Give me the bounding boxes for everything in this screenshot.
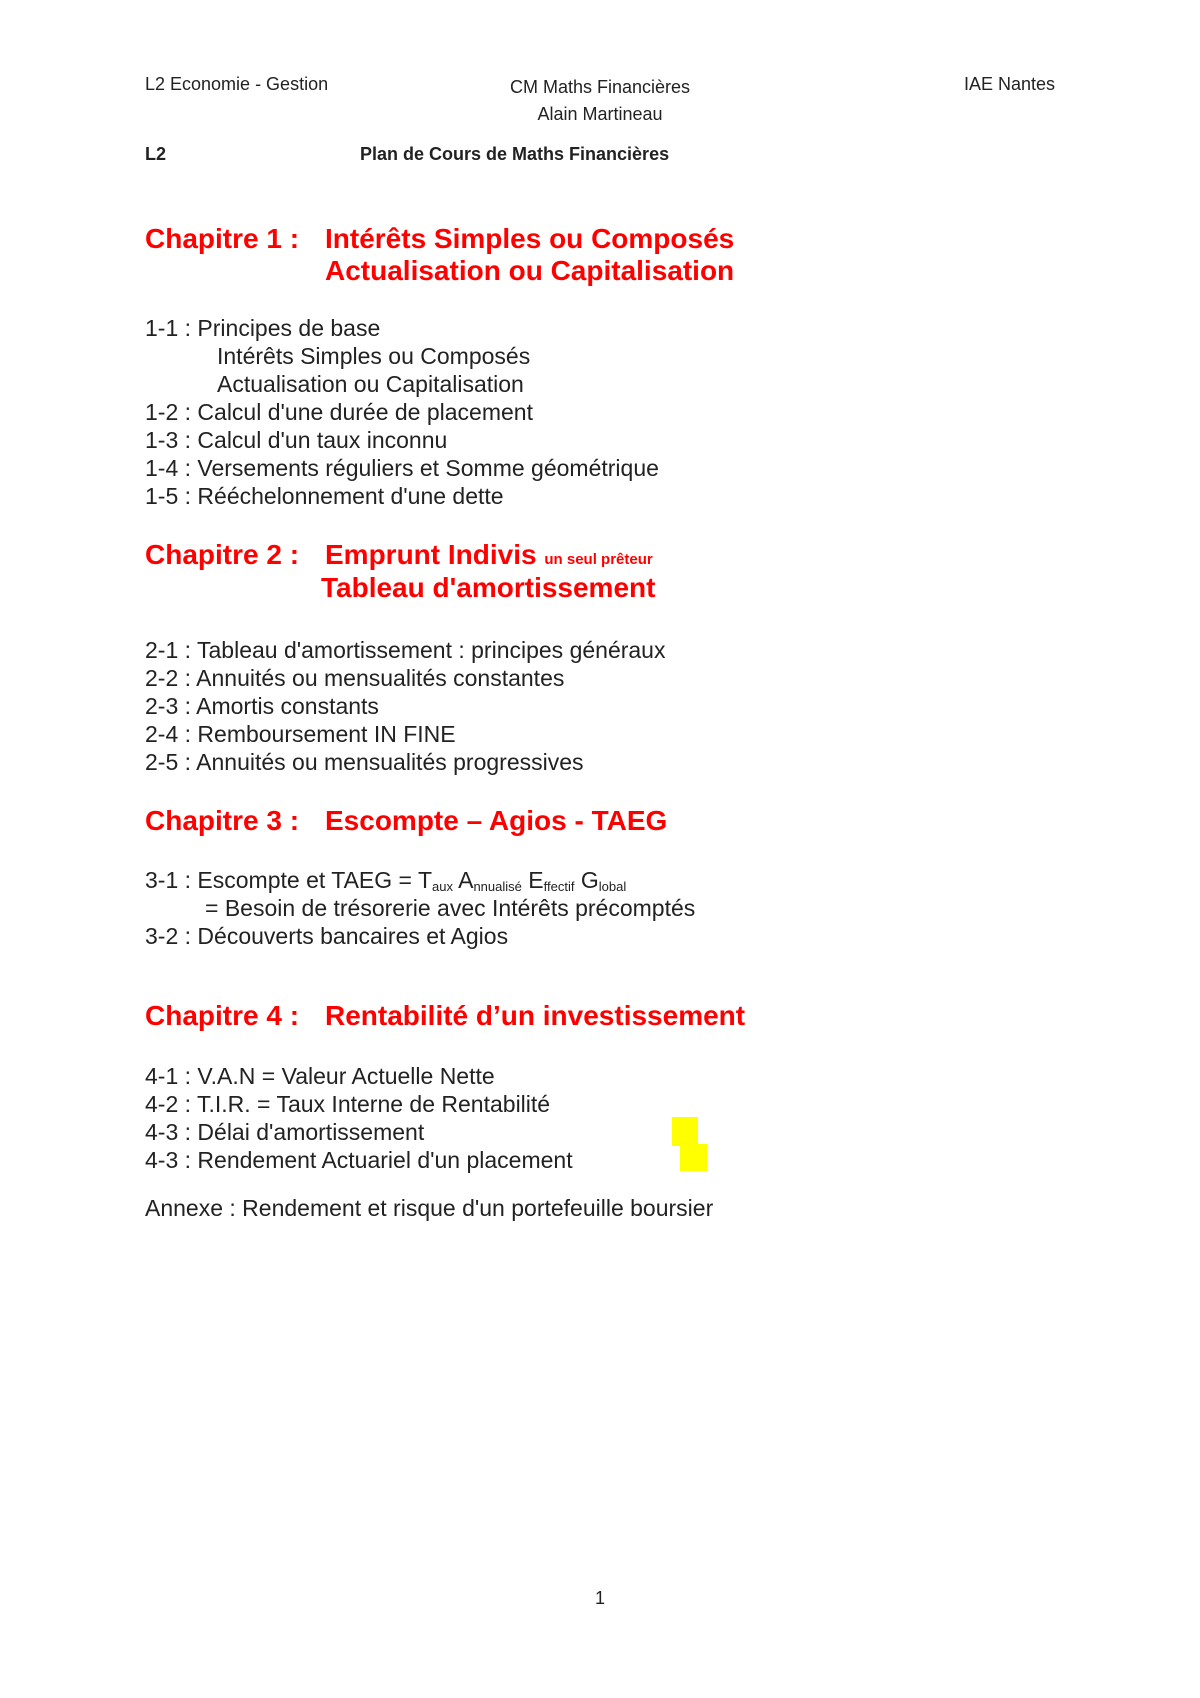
chapter-2-items — [145, 636, 665, 776]
list-item-taeg — [145, 866, 695, 894]
list-item: 1-5 : Rééchelonnement d'une dette — [145, 483, 504, 509]
taeg-t-rest: aux — [432, 879, 453, 894]
list-item: 1-3 : Calcul d'un taux inconnu — [145, 427, 448, 453]
list-item: 4-3 : Délai d'amortissement — [145, 1119, 425, 1145]
header-subject: CM Maths Financières — [509, 77, 691, 97]
chapter-3-items — [145, 866, 695, 950]
list-item: 1-2 : Calcul d'une durée de placement — [145, 399, 533, 425]
header-institution: IAE Nantes — [963, 74, 1055, 94]
chapter-3-label: Chapitre 3 : — [145, 805, 300, 836]
list-item: 1-4 : Versements réguliers et Somme géométrique — [145, 455, 659, 481]
list-item: 1-1 : Principes de base — [145, 315, 381, 341]
chapter-3-title-line1: Escompte – Agios - TAEG — [325, 805, 668, 836]
taeg-g: G — [580, 867, 599, 893]
chapter-1-label: Chapitre 1 : — [145, 223, 300, 254]
chapter-1-title-line2: Actualisation ou Capitalisation — [325, 255, 735, 286]
list-item: Intérêts Simples ou Composés — [217, 343, 531, 369]
header-course: L2 Economie - Gestion — [145, 74, 329, 94]
list-item: = Besoin de trésorerie avec Intérêts précomptés — [205, 895, 696, 921]
list-item: 2-1 : Tableau d'amortissement : principes généraux — [145, 637, 666, 663]
chapter-4-title-line1: Rentabilité d’un investissement — [325, 1000, 746, 1031]
chapter-4-items — [145, 1062, 573, 1174]
chapter-2-title-note: un seul prêteur — [544, 551, 653, 568]
list-item: 4-1 : V.A.N = Valeur Actuelle Nette — [145, 1063, 495, 1089]
chapter-2-title-main: Emprunt Indivis — [325, 539, 537, 570]
list-item: 2-2 : Annuités ou mensualités constantes — [145, 665, 565, 691]
list-item: 3-2 : Découverts bancaires et Agios — [145, 923, 509, 949]
taeg-a-rest: nnualisé — [473, 879, 522, 894]
highlight-mark — [680, 1144, 707, 1171]
chapter-4-label: Chapitre 4 : — [145, 1000, 300, 1031]
list-item: 2-4 : Remboursement IN FINE — [145, 721, 456, 747]
taeg-prefix: 3-1 : Escompte et TAEG = — [145, 867, 418, 893]
page-number: 1 — [594, 1588, 605, 1608]
header-author: Alain Martineau — [537, 104, 663, 124]
list-item: 2-5 : Annuités ou mensualités progressives — [145, 749, 584, 775]
chapter-1-title-line1: Intérêts Simples ou Composés — [325, 223, 735, 254]
list-item: 4-2 : T.I.R. = Taux Interne de Rentabilité — [145, 1091, 551, 1117]
chapter-2-label: Chapitre 2 : — [145, 539, 300, 570]
taeg-t: T — [417, 867, 432, 893]
list-item: Actualisation ou Capitalisation — [217, 371, 524, 397]
chapter-1-items — [145, 314, 659, 510]
list-item: 4-3 : Rendement Actuariel d'un placement — [145, 1147, 573, 1173]
chapter-2-title-line1 — [325, 539, 653, 571]
list-item: 2-3 : Amortis constants — [145, 693, 379, 719]
taeg-e-rest: ffectif — [543, 879, 575, 894]
page-title: Plan de Cours de Maths Financières — [360, 144, 670, 164]
taeg-g-rest: lobal — [598, 879, 627, 894]
taeg-e: E — [528, 867, 544, 893]
highlight-mark — [672, 1117, 698, 1146]
taeg-a: A — [458, 867, 474, 893]
annex-line: Annexe : Rendement et risque d'un portefeuille boursier — [145, 1195, 714, 1221]
chapter-2-title-line2: Tableau d'amortissement — [321, 572, 656, 603]
title-code: L2 — [145, 144, 167, 164]
